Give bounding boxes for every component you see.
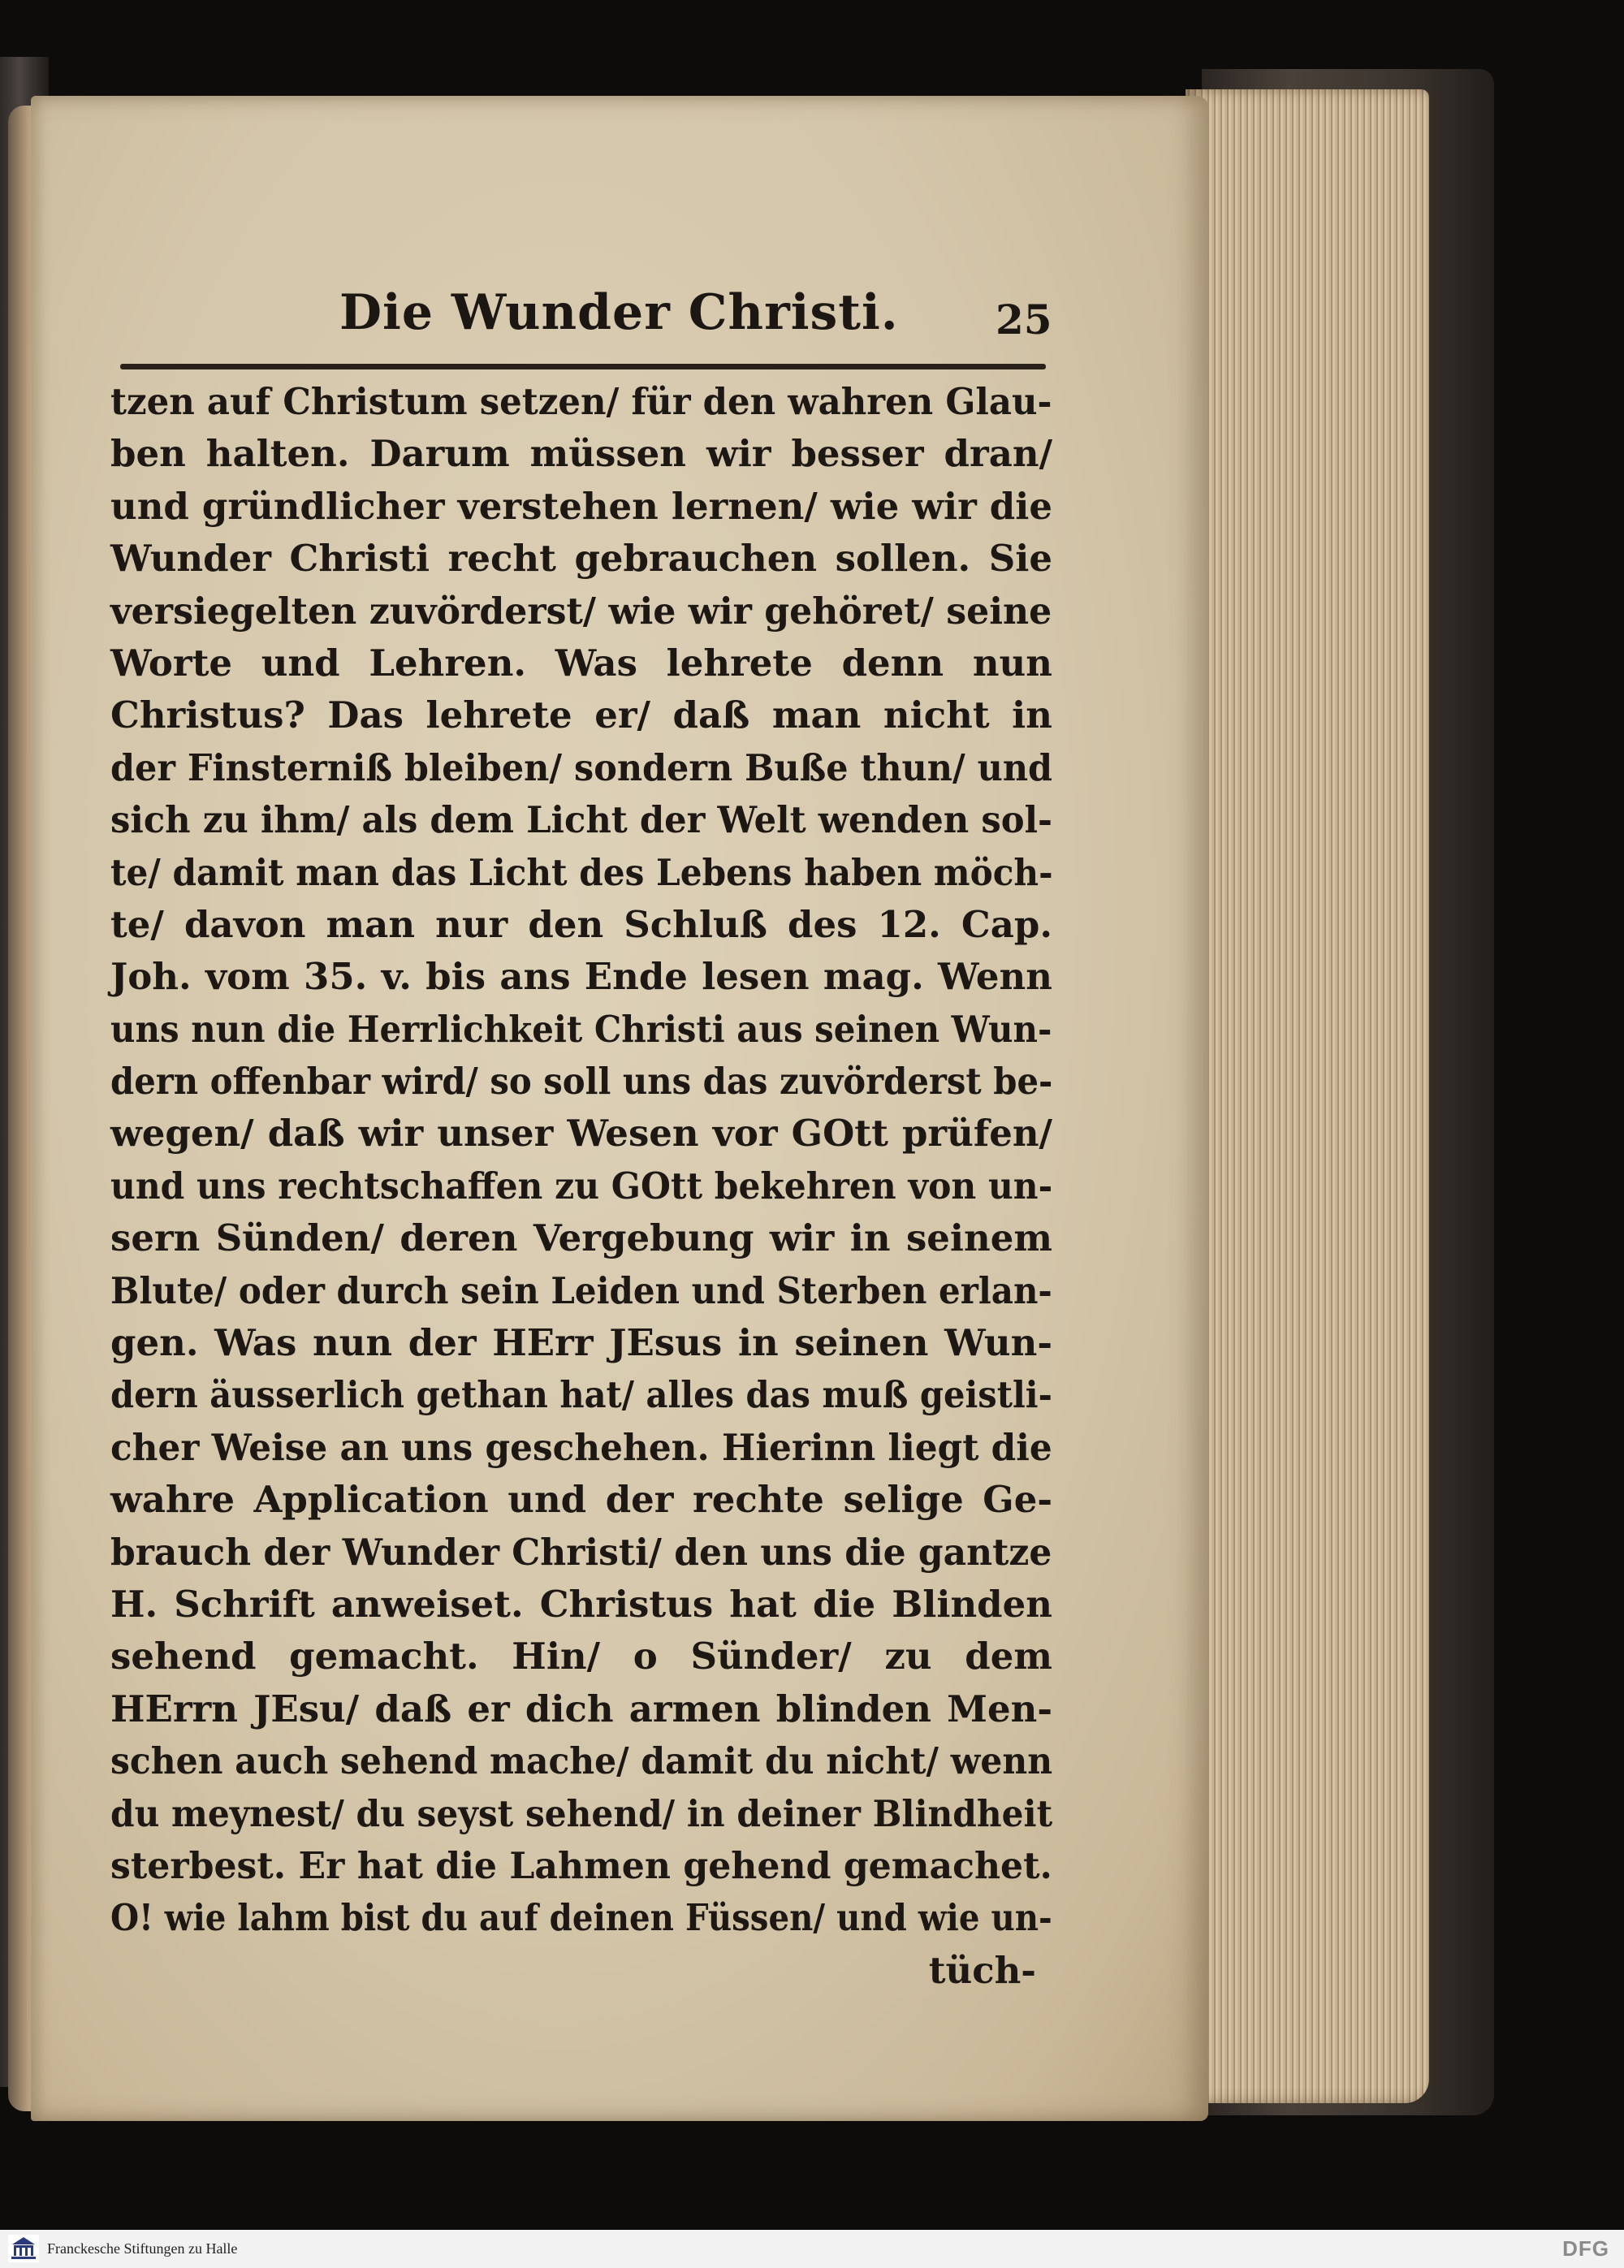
text-line: Blute/ oder durch sein Leiden und Sterben erlan- bbox=[110, 1268, 1052, 1312]
text-line: sern Sünden/ deren Vergebung wir in seinem bbox=[110, 1216, 1052, 1260]
page-edges bbox=[1186, 89, 1429, 2103]
text-line: du meynest/ du seyst sehend/ in deiner Blindheit bbox=[110, 1791, 1053, 1835]
catchword: tüch- bbox=[928, 1948, 1036, 1992]
text-line: und uns rechtschaffen zu GOtt bekehren von un- bbox=[110, 1164, 1053, 1207]
text-line: schen auch sehend mache/ damit du nicht/ wenn bbox=[110, 1739, 1053, 1783]
text-line: uns nun die Herrlichkeit Christi aus seinen Wun- bbox=[110, 1007, 1052, 1051]
funder-logo: DFG bbox=[1562, 2236, 1609, 2261]
text-line: cher Weise an uns geschehen. Hierinn liegt die bbox=[110, 1425, 1052, 1469]
text-line: H. Schrift anweiset. Christus hat die Blinden bbox=[110, 1582, 1052, 1626]
text-line: te/ davon man nur den Schluß des 12. Cap. bbox=[110, 902, 1052, 946]
book-page bbox=[31, 96, 1208, 2121]
text-line: ben halten. Darum müssen wir besser dran/ bbox=[110, 432, 1052, 476]
text-line: der Finsterniß bleiben/ sondern Buße thun/ und bbox=[110, 745, 1053, 789]
header-rule bbox=[120, 364, 1046, 369]
text-line: HErrn JEsu/ daß er dich armen blinden Men- bbox=[110, 1687, 1052, 1730]
text-line: gen. Was nun der HErr JEsus in seinen Wun- bbox=[110, 1321, 1052, 1365]
text-line: dern offenbar wird/ so soll uns das zuvörderst be- bbox=[110, 1060, 1053, 1104]
body-text bbox=[110, 376, 1052, 1997]
text-line: brauch der Wunder Christi/ den uns die gantze bbox=[110, 1530, 1052, 1574]
text-line: sterbest. Er hat die Lahmen gehend gemachet. bbox=[110, 1843, 1052, 1887]
institution-logo-icon bbox=[8, 2235, 39, 2262]
text-line: O! wie lahm bist du auf deinen Füssen/ und wie un- bbox=[110, 1896, 1052, 1940]
text-line: tzen auf Christum setzen/ für den wahren Glau- bbox=[110, 380, 1052, 423]
text-line: wahre Application und der rechte selige Ge- bbox=[110, 1478, 1052, 1522]
text-line: Christus? Das lehrete er/ daß man nicht in bbox=[110, 693, 1052, 737]
text-line: dern äusserlich gethan hat/ alles das muß geistli- bbox=[110, 1373, 1052, 1417]
running-head: Die Wunder Christi. bbox=[339, 284, 899, 341]
page-number: 25 bbox=[996, 296, 1052, 343]
text-line: wegen/ daß wir unser Wesen vor GOtt prüfen/ bbox=[110, 1112, 1052, 1156]
footer-bar bbox=[0, 2230, 1624, 2268]
text-line: versiegelten zuvörderst/ wie wir gehöret/ seine bbox=[110, 589, 1052, 633]
text-line: sehend gemacht. Hin/ o Sünder/ zu dem bbox=[110, 1635, 1052, 1678]
text-line: te/ damit man das Licht des Lebens haben möch- bbox=[110, 850, 1053, 894]
text-line: sich zu ihm/ als dem Licht der Welt wenden sol- bbox=[110, 798, 1053, 842]
institution-name: Franckesche Stiftungen zu Halle bbox=[47, 2240, 238, 2257]
text-line: und gründlicher verstehen lernen/ wie wir die bbox=[110, 484, 1052, 528]
text-line: Wunder Christi recht gebrauchen sollen. Sie bbox=[110, 537, 1052, 581]
text-line: Joh. vom 35. v. bis ans Ende lesen mag. Wenn bbox=[110, 955, 1052, 999]
text-line: Worte und Lehren. Was lehrete denn nun bbox=[110, 641, 1052, 685]
